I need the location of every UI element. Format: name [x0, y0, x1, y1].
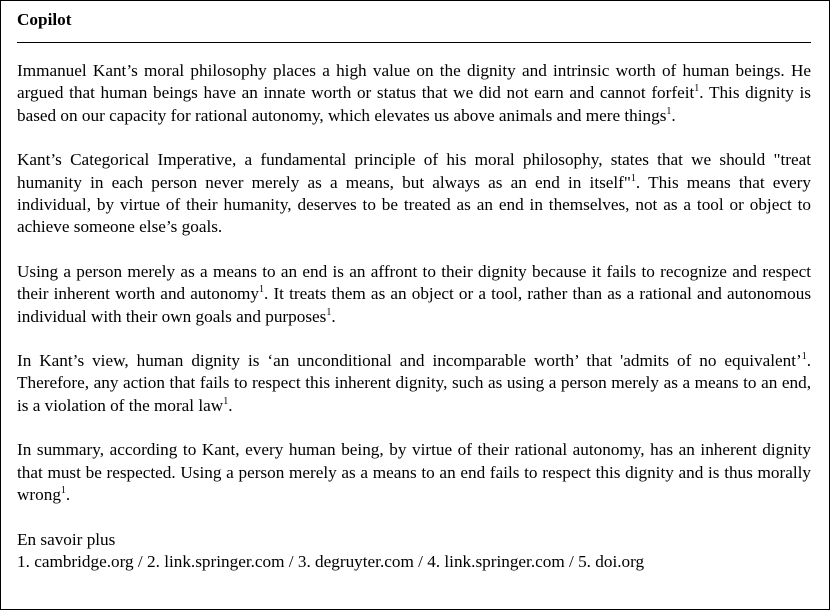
link-separator: / — [133, 551, 147, 571]
paragraph-text: . Therefore, any action that fails to respect this inherent dignity, such as using a person merely as a means to an end, is a violation of the moral law — [17, 351, 811, 415]
paragraph-text: Immanuel Kant’s moral philosophy places a high value on the dignity and intrinsic worth of human beings. He argued that human beings have an innate worth or status that we did not earn and cannot forfeit — [17, 61, 811, 103]
citation-marker[interactable]: 1 — [630, 172, 636, 184]
answer-body — [17, 60, 811, 507]
citation-marker[interactable]: 1 — [801, 351, 807, 363]
answer-paragraph — [17, 149, 811, 239]
answer-paragraph — [17, 350, 811, 417]
source-links — [17, 551, 811, 573]
learn-more-label: En savoir plus — [17, 529, 116, 549]
paragraph-text: . — [228, 395, 233, 415]
source-link[interactable]: 4. link.springer.com — [427, 551, 565, 571]
source-link[interactable]: 3. degruyter.com — [297, 551, 414, 571]
answer-paragraph — [17, 60, 811, 127]
citation-marker[interactable]: 1 — [694, 83, 700, 95]
answer-paragraph — [17, 261, 811, 328]
page-title: Copilot — [17, 10, 72, 29]
paragraph-text: . — [331, 306, 336, 326]
link-separator: / — [564, 551, 579, 571]
title-divider — [17, 42, 811, 43]
paragraph-text: . This dignity is based on our capacity for rational autonomy, which elevates us above animals and mere things — [17, 83, 811, 125]
paragraph-text: . This means that every individual, by virtue of their humanity, deserves to be treated as an end in themselves, not as a tool or object to achieve someone else’s goals. — [17, 172, 811, 237]
source-link[interactable]: 2. link.springer.com — [147, 551, 285, 571]
link-separator: / — [284, 551, 298, 571]
paragraph-text: Using a person merely as a means to an end is an affront to their dignity because it fails to recognize and respect their inherent worth and autonomy — [17, 261, 811, 304]
link-separator: / — [413, 551, 428, 571]
answer-paragraph — [17, 439, 811, 506]
paragraph-text: In Kant’s view, human dignity is ‘an unconditional and incomparable worth’ that 'admits of no equivalent’ — [17, 351, 802, 371]
paragraph-text: . — [671, 105, 676, 125]
citation-marker[interactable]: 1 — [223, 395, 229, 407]
paragraph-text: . It treats them as an object or a tool, rather than as a rational and autonomous individual with their own goals and purposes — [17, 284, 812, 326]
source-link[interactable]: 1. cambridge.org — [17, 551, 134, 571]
citation-marker[interactable]: 1 — [326, 306, 332, 318]
paragraph-text: In summary, according to Kant, every human being, by virtue of their rational autonomy, has an inherent dignity that must be respected. Using a person merely as a means to an end fails to respect this dignity and is thus morally wrong — [17, 440, 811, 505]
citation-marker[interactable]: 1 — [60, 485, 66, 497]
paragraph-text: . — [65, 485, 71, 505]
citation-marker[interactable]: 1 — [666, 105, 672, 117]
citation-marker[interactable]: 1 — [259, 284, 265, 296]
response-content — [17, 9, 811, 573]
source-link[interactable]: 5. doi.org — [578, 551, 645, 571]
paragraph-text: Kant’s Categorical Imperative, a fundamental principle of his moral philosophy, states that we should "treat humanity in each person never merely as a means, but always as an end in itself" — [17, 150, 811, 192]
